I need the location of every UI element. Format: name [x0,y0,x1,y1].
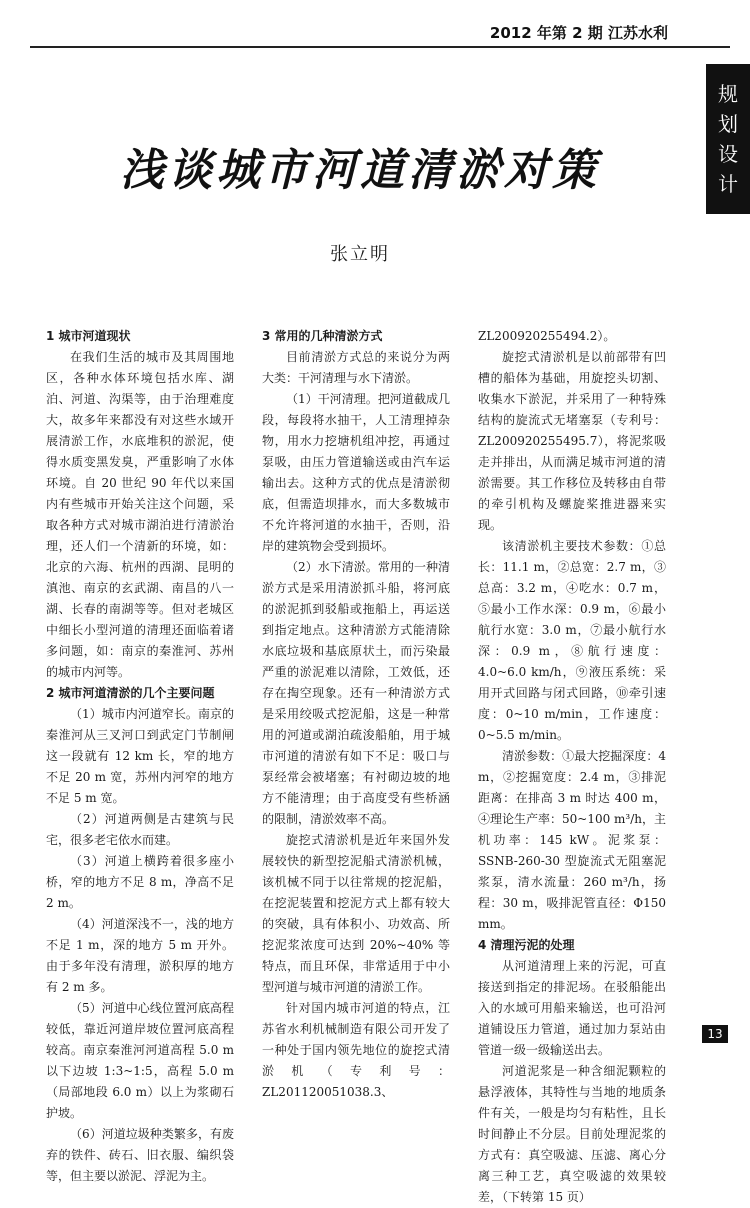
section-tab-char: 设 [718,142,738,166]
body-paragraph: 旋挖式清淤机是以前部带有凹槽的船体为基础，用旋挖头切割、收集水下淤泥，并采用了一种特殊结构的旋流式无堵塞泵（专利号：ZL200920255495.7），将泥浆吸走并排出，从而满足城市河道的清淤需要。其工作移位及转移由自带的牵引机构及螺旋桨推进器来实现。 [478,350,666,532]
body-paragraph: 目前清淤方式总的来说分为两大类：干河清理与水下清淤。 [262,350,450,385]
body-paragraph: （6）河道垃圾种类繁多，有废弃的铁件、砖石、旧衣服、编织袋等，但主要以淤泥、浮泥为主。 [46,1127,234,1183]
article-author: 张立明 [330,244,390,265]
section-heading: 1 城市河道现状 [46,329,131,343]
section-tab-char: 计 [718,172,738,196]
body-paragraph: 针对国内城市河道的特点，江苏省水利机械制造有限公司开发了一种处于国内领先地位的旋挖式清淤机（专利号：ZL201120051038.3、 [262,1001,450,1099]
section-heading: 2 城市河道清淤的几个主要问题 [46,686,215,700]
body-paragraph: 该清淤机主要技术参数：①总长：11.1 m，②总宽：2.7 m，③总高：3.2 m，④吃水：0.7 m，⑤最小工作水深：0.9 m，⑥最小航行水宽：3.0 m，⑦最小航行水深：0.9 m，⑧航行速度：4.0~6.0 km/h，⑨液压系统：采用开式回路与闭式回路，⑩牵引速度：0~10 m/min，工作速度：0~5.5 m/min。 [478,539,666,742]
body-paragraph: 旋挖式清淤机是近年来国外发展较快的新型挖泥船式清淤机械，该机械不同于以往常规的挖泥船，在挖泥装置和挖泥方式上都有较大的突破，具有体积小、功效高、所挖泥浆浓度可达到 20%~40% 等特点，而且环保，非常适用于中小型河道与城市河道的清淤工作。 [262,833,450,994]
column-2 [262,326,450,1103]
body-paragraph: （2）水下清淤。常用的一种清淤方式是采用清淤抓斗船，将河底的淤泥抓到驳船或拖船上，再运送到指定地点。这种清淤方式能清除水底垃圾和基底原状土，而污染最严重的淤泥难以清除，工效低，还存在掏空现象。还有一种清淤方式是采用绞吸式挖泥船，这是一种常用的河道或湖泊疏浚船舶，用于城市河道的清淤有如下不足：吸口与泵经常会被堵塞；有衬砌边坡的地方不能清理；由于高度受有些桥涵的限制，清淤效率不高。 [262,560,450,826]
body-paragraph: （1）城市内河道窄长。南京的秦淮河从三叉河口到武定门节制闸这一段就有 12 km 长，窄的地方不足 20 m 宽，苏州内河窄的地方不足 5 m 宽。 [46,707,234,805]
section-tab-char: 划 [718,112,738,136]
body-paragraph: 在我们生活的城市及其周围地区，各种水体环境包括水库、湖泊、河道、沟渠等，由于治理难度大，故多年来都没有对这些水域开展清淤工作，水底堆积的淤泥，使得水质变黑发臭，严重影响了水体环境。自 20 世纪 90 年代以来国内有些城市开始关注这个问题，采取各种方式对城市湖泊进行清淤治理，还人们一个清新的环境，如：北京的六海、杭州的西湖、昆明的滇池、南京的玄武湖、南昌的八一湖、长春的南湖等等。但对老城区中细长小型河道的清理还面临着诸多问题，如：南京的秦淮河、苏州的城市内河等。 [46,350,234,679]
column-1 [46,326,234,1187]
page-number: 13 [702,1025,728,1043]
article-title: 浅谈城市河道清淤对策 [120,145,600,196]
section-heading: 3 常用的几种清淤方式 [262,329,383,343]
body-paragraph: （2）河道两侧是古建筑与民宅，很多老宅依水而建。 [46,812,234,847]
header-rule [30,46,730,48]
journal-header: 2012 年第 2 期 江苏水利 [489,24,668,42]
body-paragraph: （5）河道中心线位置河底高程较低，靠近河道岸坡位置河底高程较高。南京秦淮河河道高程 5.0 m 以下边坡 1:3~1:5，高程 5.0 m（局部地段 6.0 m）以上为浆砌石护坡。 [46,1001,234,1120]
section-tab-char: 规 [718,82,738,106]
body-paragraph: （4）河道深浅不一，浅的地方不足 1 m，深的地方 5 m 开外。由于多年没有清理，淤积厚的地方有 2 m 多。 [46,917,234,994]
body-paragraph: ZL200920255494.2）。 [478,329,616,343]
body-paragraph: 清淤参数：①最大挖掘深度：4 m，②挖掘宽度：2.4 m，③排泥距离：在排高 3 m 时达 400 m，④理论生产率：50~100 m³/h，主机功率：145 kW。泥浆泵：SSNB-260-30 型旋流式无阻塞泥浆泵，清水流量：260 m³/h，扬程：30 m，吸排泥管直径：Φ150 mm。 [478,749,667,931]
body-paragraph: （1）干河清理。把河道截成几段，每段将水抽干，人工清理掉杂物，用水力挖塘机组冲挖，再通过泵吸，由压力管道输送或由汽车运输出去。这种方式的优点是清淤彻底，但需造坝排水，而大多数城市不允许将河道的水抽干，否则，沿岸的建筑物会受到损坏。 [262,392,450,553]
body-paragraph: （3）河道上横跨着很多座小桥，窄的地方不足 8 m，净高不足 2 m。 [46,854,234,910]
body-paragraph: 从河道清理上来的污泥，可直接送到指定的排泥场。在驳船能出入的水域可用船来输送，也可沿河道铺设压力管道，通过加力泵站由管道一级一级输送出去。 [478,959,666,1057]
column-3 [478,326,666,1208]
body-paragraph: 河道泥浆是一种含细泥颗粒的悬浮液体，其特性与当地的地质条件有关，一般是均匀有粘性，且长时间静止不分层。目前处理泥浆的方式有：真空吸滤、压滤、离心分离三种工艺，真空吸滤的效果较差，（下转第 15 页） [478,1064,666,1204]
section-heading: 4 清理污泥的处理 [478,938,575,952]
